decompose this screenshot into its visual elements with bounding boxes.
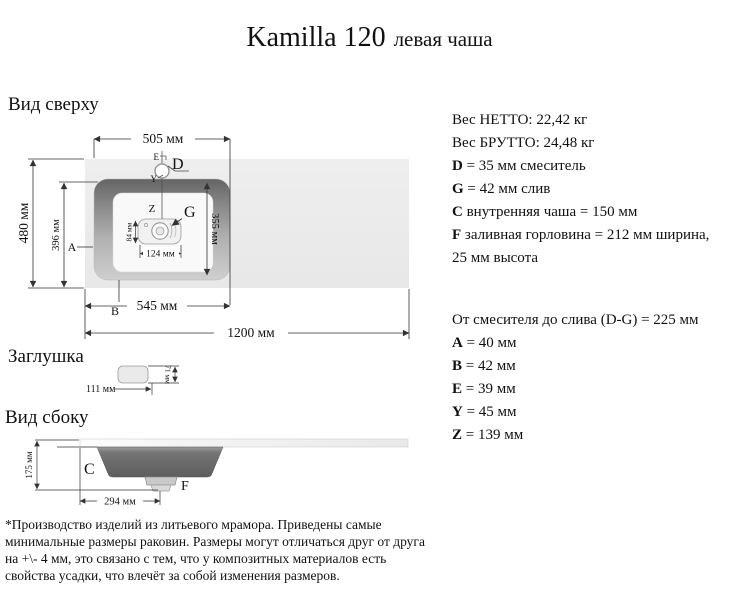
spec-y-val: = 45 мм [462, 404, 517, 420]
spec-f-key: F [452, 227, 462, 243]
label-g: G [184, 204, 196, 221]
spec-d-val: = 35 мм смеситель [462, 158, 586, 174]
label-y: Y [150, 174, 157, 184]
spec-g-key: G [452, 181, 464, 197]
countertop-side-view [80, 439, 408, 447]
page-title [0, 22, 739, 54]
dim-total-width: 1200 мм [227, 325, 275, 340]
spec-b [452, 355, 737, 378]
plug-shape [118, 366, 148, 383]
section-plug-title: Заглушка [8, 346, 84, 367]
dim-plug-width: 111 мм [86, 384, 116, 395]
dim-plug-height: 71 мм [163, 365, 173, 384]
dim-bottom-width: 545 мм [136, 298, 178, 313]
bowl-side-profile [97, 447, 223, 477]
label-z: Z [148, 203, 156, 215]
spec-a-val: = 40 мм [462, 335, 517, 351]
dim-drain-height: 84 мм [124, 222, 134, 242]
label-e: E [153, 152, 159, 162]
spec-c-key: C [452, 204, 463, 220]
label-f: F [181, 479, 189, 494]
drain-hole-inner [156, 227, 164, 235]
spec-brutto: Вес БРУТТО: 24,48 кг [452, 135, 595, 151]
footnote-line: *Производство изделий из литьевого мрамора. Приведены самые [5, 517, 382, 532]
dim-inner-height: 396 мм [51, 219, 62, 251]
spec-dg: От смесителя до слива (D-G) = 225 мм [452, 312, 699, 328]
section-top-view-title: Вид сверху [8, 94, 99, 115]
spec-netto: Вес НЕТТО: 22,42 кг [452, 112, 588, 128]
spec-f2: 25 мм высота [452, 250, 539, 266]
spec-f-val: заливная горловина = 212 мм ширина, [461, 227, 710, 243]
dim-total-height: 480 мм [16, 202, 31, 244]
footnote [5, 516, 465, 584]
spec-d-key: D [452, 158, 463, 174]
spec-b-val: = 42 мм [462, 358, 516, 374]
product-name: Kamilla 120 [246, 22, 386, 53]
spec-column [452, 109, 737, 447]
spec-a-key: A [452, 335, 463, 351]
spec-f [452, 224, 737, 247]
spec-g-val: = 42 мм слив [463, 181, 551, 197]
spec-z-val: = 139 мм [462, 427, 524, 443]
spec-d [452, 155, 737, 178]
spec-e-key: E [452, 381, 463, 397]
drain-fitting-upper [145, 477, 177, 485]
section-side-view-title: Вид сбоку [5, 407, 89, 428]
top-view-diagram [15, 125, 440, 345]
spec-z [452, 424, 737, 447]
spec-e-val: = 39 мм [462, 381, 516, 397]
label-c: C [84, 461, 95, 478]
dim-side-height: 175 мм [24, 451, 34, 479]
dim-bowl-inner-height: 355 мм [209, 213, 220, 245]
dim-side-drain-offset: 294 мм [104, 496, 136, 508]
dim-bowl-width: 505 мм [142, 131, 184, 146]
plug-diagram [78, 352, 198, 402]
spec-g [452, 178, 737, 201]
label-a: A [67, 240, 77, 254]
spec-y [452, 401, 737, 424]
spec-e [452, 378, 737, 401]
label-d: D [172, 156, 184, 173]
spec-c [452, 201, 737, 224]
dim-71-lines [148, 366, 179, 383]
side-view-diagram [18, 430, 440, 512]
spec-c-val: внутренняя чаша = 150 мм [462, 204, 638, 220]
label-b: B [110, 304, 120, 318]
dim-drain-width: 124 мм [146, 249, 175, 260]
spec-a [452, 332, 737, 355]
footnote-line: свойства усадки, что влечёт за собой изменения размеров. [5, 568, 340, 583]
spec-z-key: Z [452, 427, 463, 443]
spec-y-key: Y [452, 404, 463, 420]
spec-b-key: B [452, 358, 463, 374]
footnote-line: минимальные размеры раковин. Размеры могут отличаться друг от друга [5, 534, 425, 549]
footnote-line: на +\- 4 мм, это связано с тем, что у композитных материалов есть [5, 551, 387, 566]
product-variant: левая чаша [393, 27, 493, 51]
